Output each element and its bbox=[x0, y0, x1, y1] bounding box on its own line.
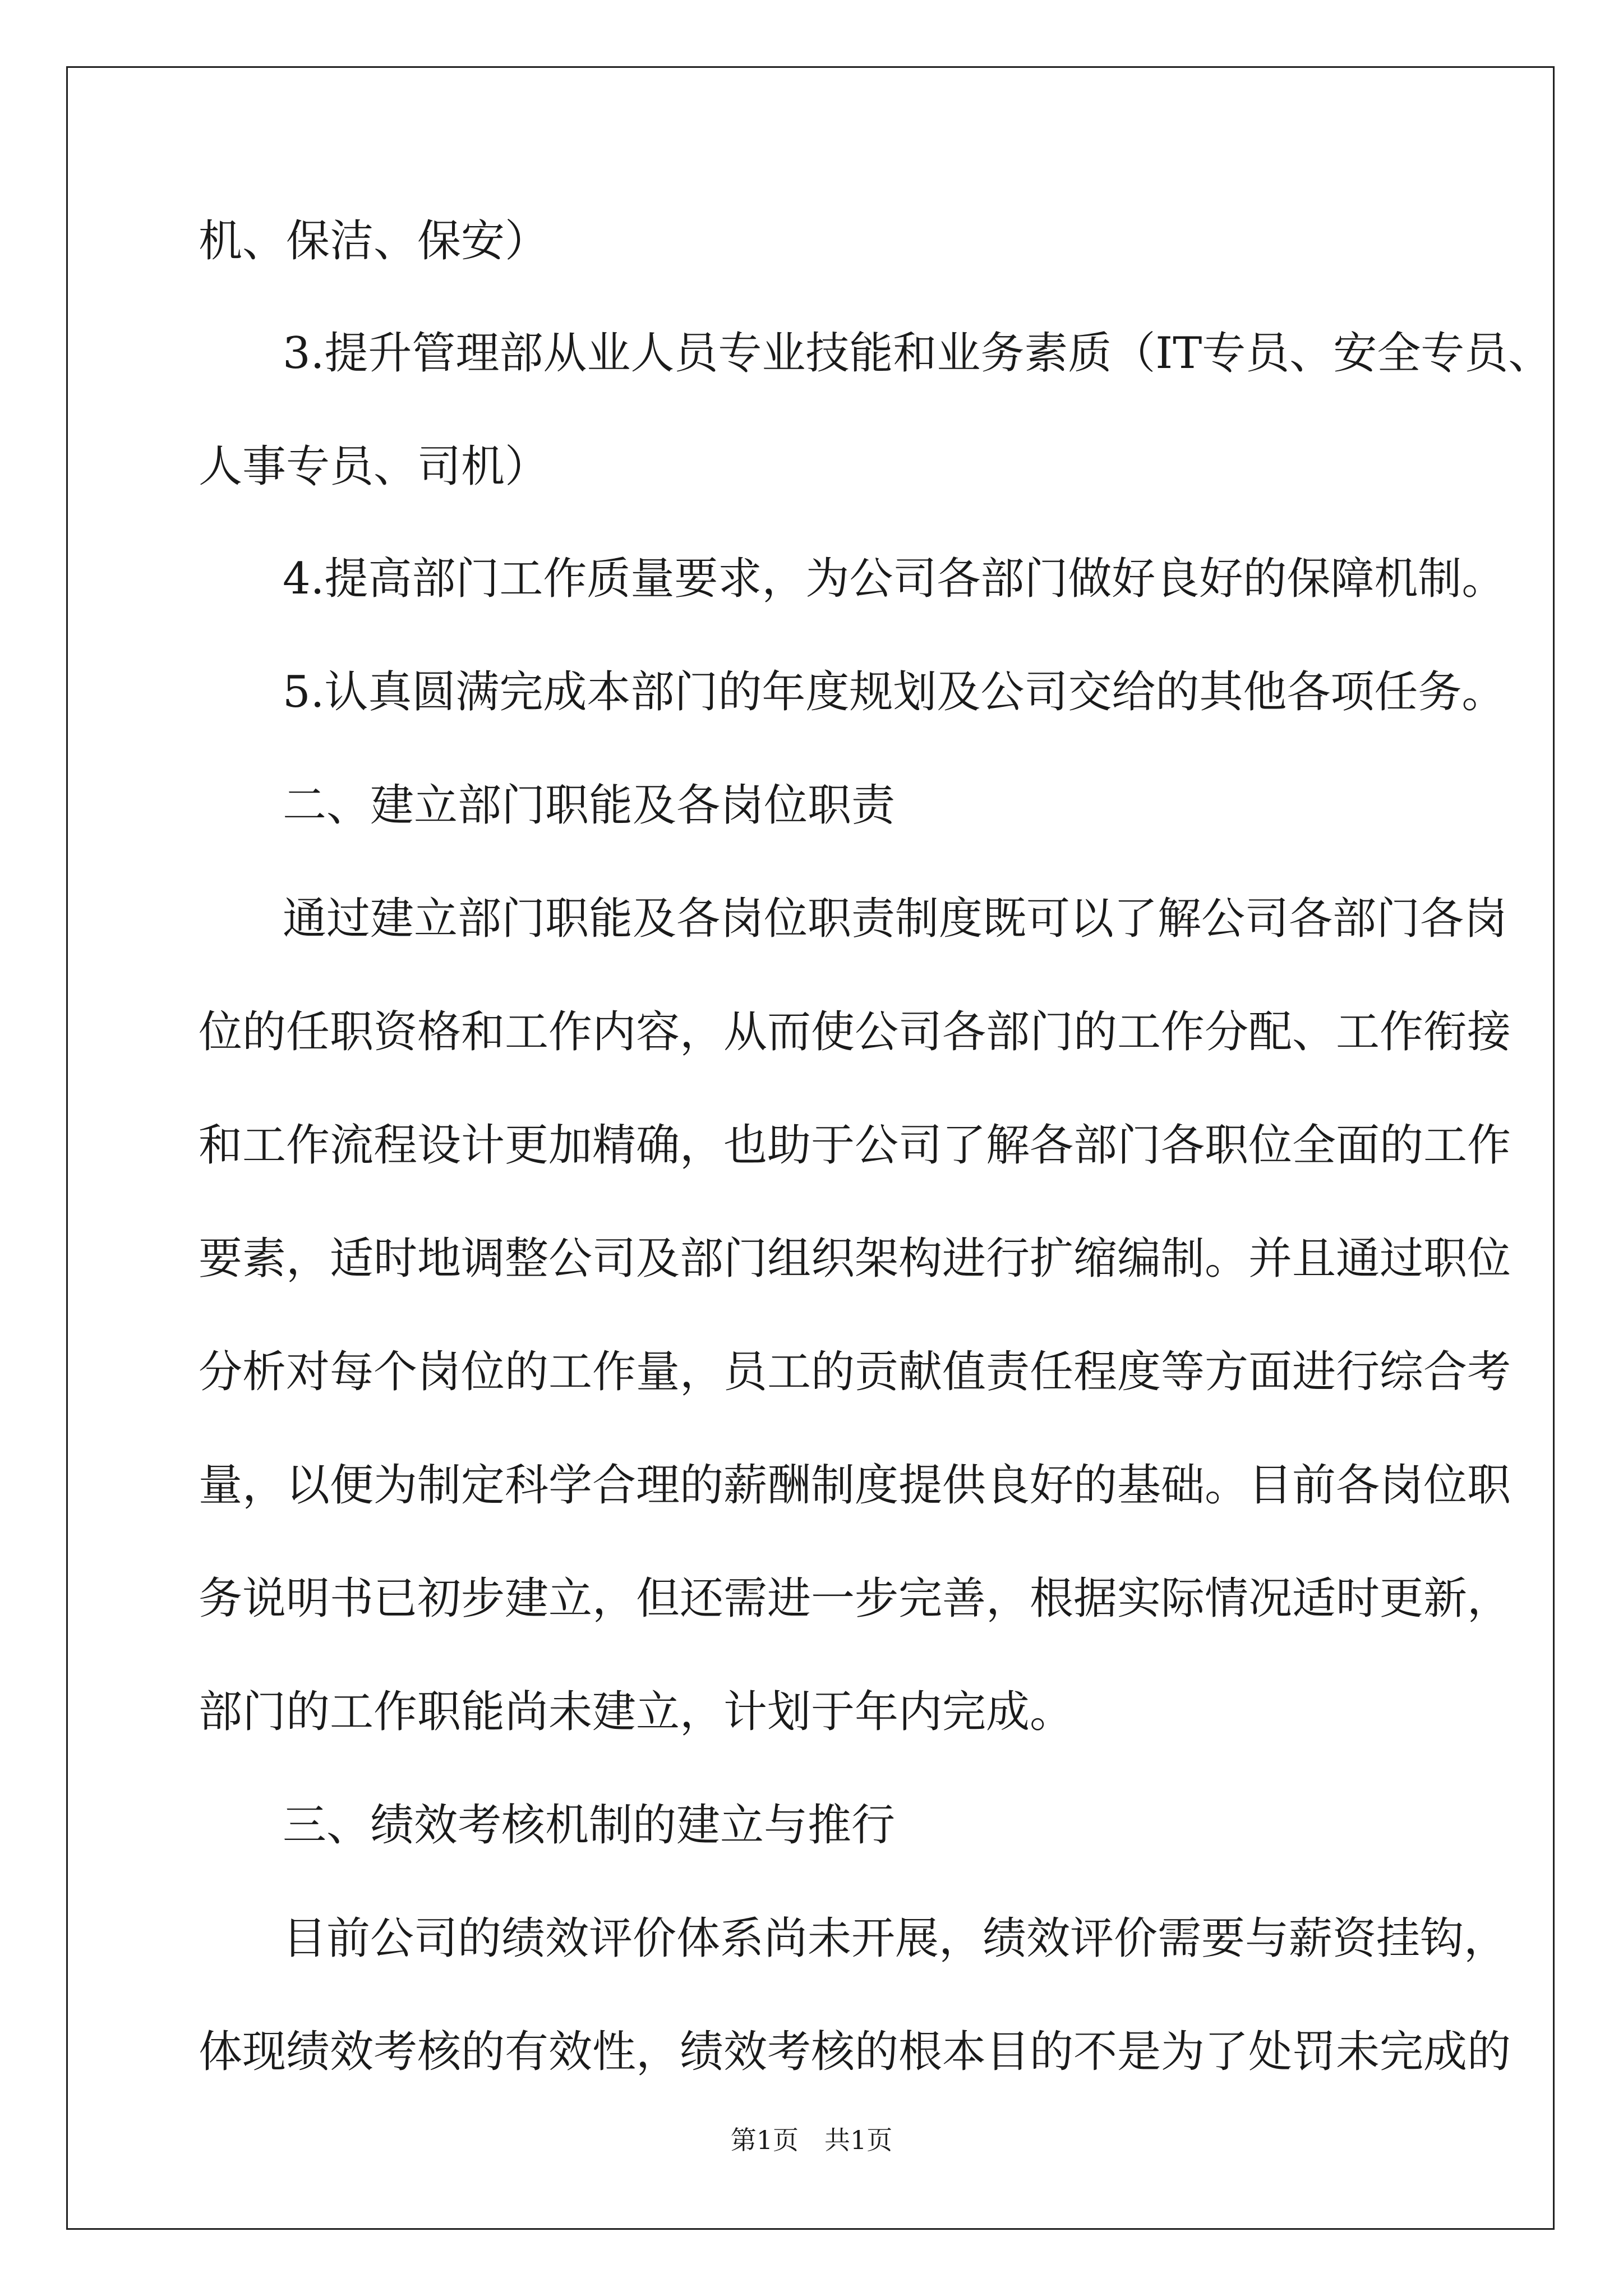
paragraph-line: 体现绩效考核的有效性，绩效考核的根本目的不是为了处罚未完成的 bbox=[199, 2027, 1511, 2077]
paragraph-line: 务说明书已初步建立，但还需进一步完善，根据实际情况适时更新， bbox=[199, 1573, 1511, 1624]
paragraph-line: 通过建立部门职能及各岗位职责制度既可以了解公司各部门各岗 bbox=[283, 894, 1508, 944]
paragraph-line: 要素，适时地调整公司及部门组织架构进行扩缩编制。并且通过职位 bbox=[199, 1234, 1511, 1284]
text-line: 人事专员、司机） bbox=[199, 441, 549, 492]
page-number-footer: 第1页 共1页 bbox=[730, 2125, 893, 2155]
paragraph-line: 目前公司的绩效评价体系尚未开展，绩效评价需要与薪资挂钩， bbox=[283, 1913, 1508, 1964]
paragraph-line: 部门的工作职能尚未建立，计划于年内完成。 bbox=[199, 1687, 1074, 1737]
paragraph-line: 分析对每个岗位的工作量，员工的贡献值责任程度等方面进行综合考 bbox=[199, 1347, 1511, 1397]
section-heading-2: 二、建立部门职能及各岗位职责 bbox=[283, 780, 896, 831]
section-heading-3: 三、绩效考核机制的建立与推行 bbox=[283, 1800, 896, 1851]
paragraph-line: 量，以便为制定科学合理的薪酬制度提供良好的基础。目前各岗位职 bbox=[199, 1460, 1511, 1511]
paragraph-line: 位的任职资格和工作内容，从而使公司各部门的工作分配、工作衔接 bbox=[199, 1007, 1511, 1057]
list-item-5: 5.认真圆满完成本部门的年度规划及公司交给的其他各项任务。 bbox=[283, 667, 1506, 717]
paragraph-line: 和工作流程设计更加精确，也助于公司了解各部门各职位全面的工作 bbox=[199, 1120, 1511, 1171]
text-line: 机、保洁、保安） bbox=[199, 216, 549, 266]
list-item-3: 3.提升管理部从业人员专业技能和业务素质（IT专员、安全专员、 bbox=[283, 328, 1552, 379]
list-item-4: 4.提高部门工作质量要求，为公司各部门做好良好的保障机制。 bbox=[283, 554, 1506, 604]
